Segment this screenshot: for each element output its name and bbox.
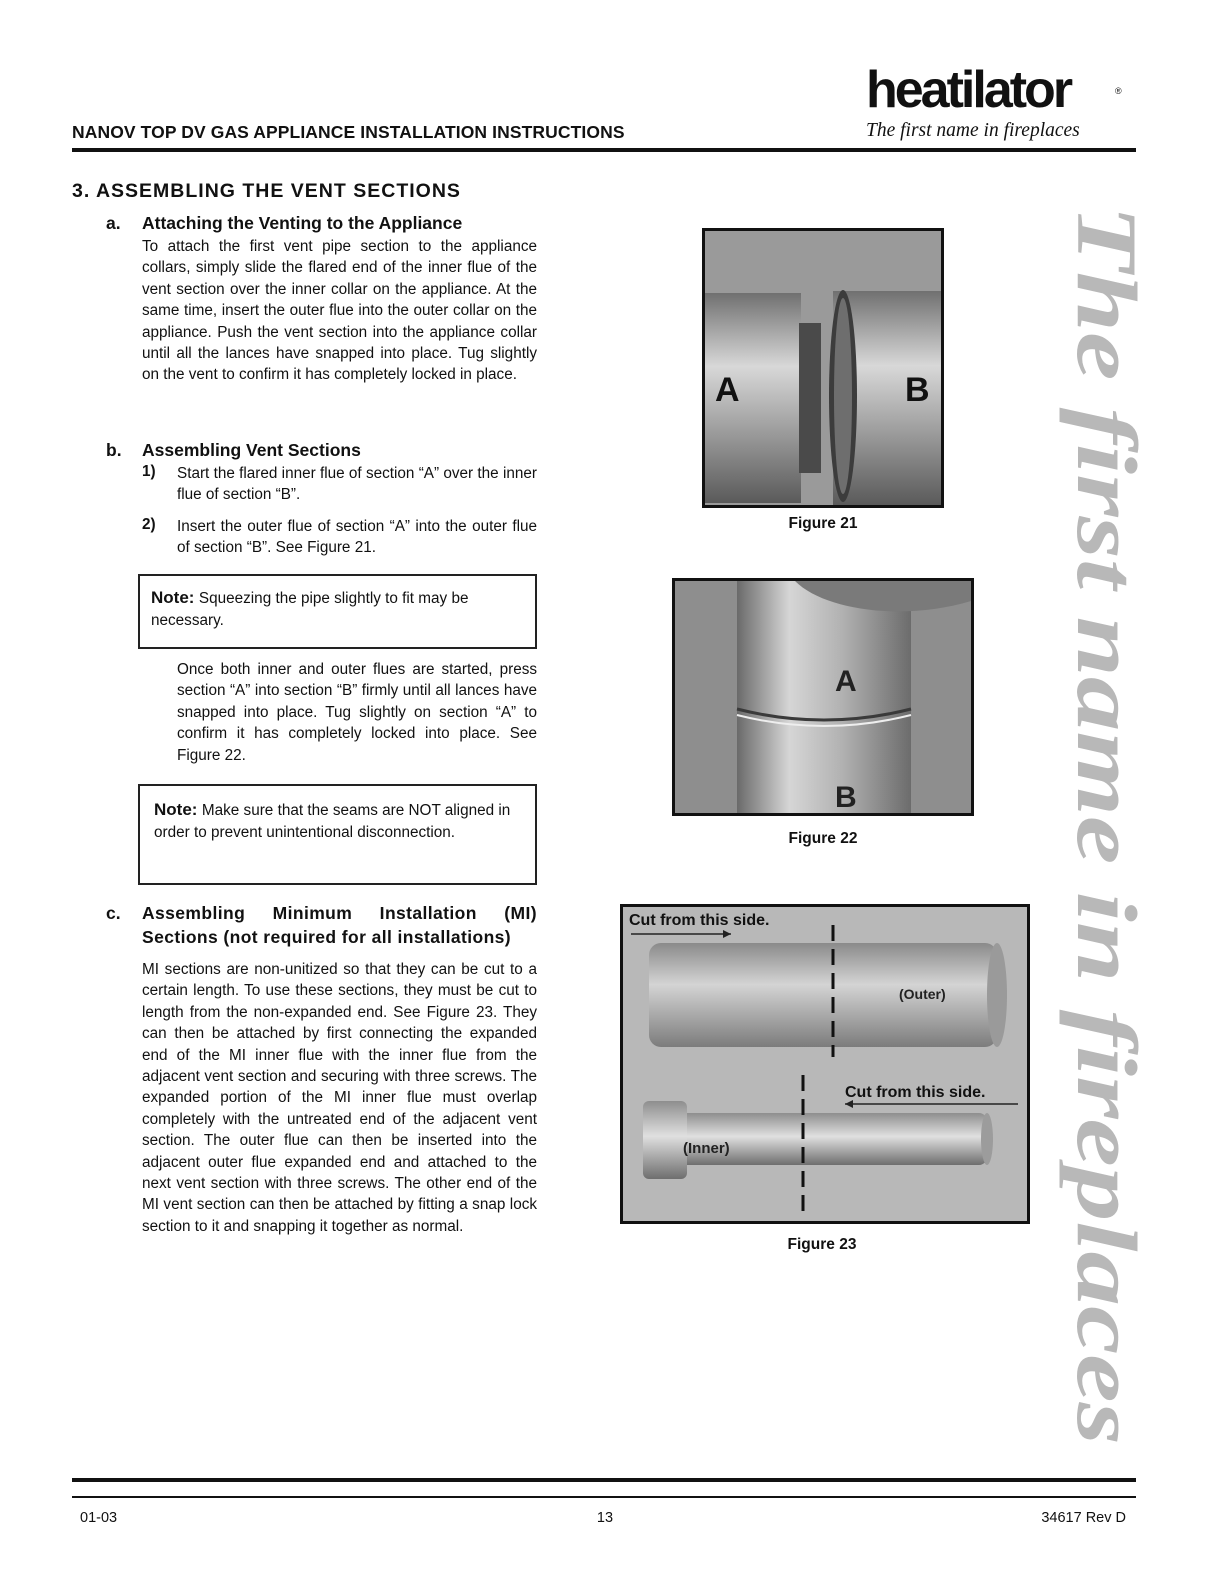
subsection-b-mark: b. — [106, 440, 122, 460]
heatilator-logo — [866, 61, 1126, 146]
footer-page-number: 13 — [596, 1510, 614, 1526]
figure-23-inner-label: (Inner) — [683, 1140, 730, 1157]
figure-22-label-b: B — [835, 781, 857, 814]
note-text: Squeezing the pipe slightly to fit may be necessary. — [151, 590, 469, 629]
subsection-c-title: Assembling Minimum Installation (MI) Sections (not required for all installations) — [142, 903, 537, 947]
note-box-seams — [138, 784, 537, 885]
header-rule — [72, 148, 1136, 152]
footer-date: 01-03 — [80, 1510, 118, 1526]
figure-22-caption: Figure 22 — [788, 830, 858, 847]
footer-part-number: 34617 Rev D — [1041, 1510, 1126, 1526]
figure-21-image — [702, 228, 944, 508]
figure-21-label-a: A — [715, 371, 740, 409]
logo-tagline: The first name in fireplaces — [866, 120, 1080, 141]
step-1-number: 1) — [142, 463, 156, 480]
subsection-a-body: To attach the first vent pipe section to the appliance collars, simply slide the flared end of the inner flue of the vent section over the inner collar on the appliance. At the same time, insert the outer flue into the outer collar on the appliance. Push the vent section into the appliance collar until all the lances have snapped into place. Tug slightly on the vent to confirm it has completely locked in place. — [142, 238, 537, 384]
subsection-a-mark: a. — [106, 213, 121, 233]
figure-22-image — [672, 578, 974, 816]
figure-21-label-b: B — [905, 371, 930, 409]
section-heading: 3. ASSEMBLING THE VENT SECTIONS — [72, 180, 461, 202]
figure-23-cut-top-label: Cut from this side. — [629, 912, 770, 929]
step-1-text: Start the flared inner flue of section “A” over the inner flue of section “B”. — [177, 465, 537, 504]
figure-23-cut-bottom-label: Cut from this side. — [845, 1084, 986, 1101]
figure-21-caption: Figure 21 — [788, 515, 858, 532]
note-label: Note: — [154, 800, 198, 819]
figure-22-label-a: A — [835, 665, 857, 698]
subsection-b-title: Assembling Vent Sections — [142, 440, 361, 460]
subsection-a-title: Attaching the Venting to the Appliance — [142, 213, 463, 233]
registered-mark: ® — [1115, 86, 1122, 96]
subsection-c-mark: c. — [106, 903, 121, 923]
document-title: NANOV TOP DV GAS APPLIANCE INSTALLATION INSTRUCTIONS — [72, 122, 625, 142]
note-box-squeeze — [138, 574, 537, 649]
subsection-c-body: MI sections are non-unitized so that they can be cut to a certain length. To use these sections, they must be cut to length from the non-expanded end. See Figure 23. They can then be attached by first connecting the expanded end of the MI inner flue with the inner flue from the adjacent vent section and securing with three screws. The expanded portion of the MI inner flue must overlap completely with the untreated end of the adjacent vent section. The outer flue can then be inserted into the adjacent outer flue expanded end and attached to the next vent section with three screws. The other end of the MI vent section can then be attached by fitting a snap lock section to it and snapping it together as normal. — [142, 961, 537, 1235]
after-note-paragraph: Once both inner and outer flues are started, press section “A” into section “B” firmly until all lances have snapped into place. Tug slightly on section “A” to confirm it has completely locked into place. See Figure 22. — [177, 661, 537, 764]
footer-rule-thick — [72, 1478, 1136, 1482]
side-brand-watermark — [1059, 200, 1155, 1450]
logo-wordmark: heatilator — [866, 61, 1071, 119]
figure-23-outer-label: (Outer) — [899, 986, 946, 1002]
figure-23-image — [620, 904, 1030, 1224]
step-2-number: 2) — [142, 516, 156, 533]
side-brand-text: The first name in fireplaces — [1059, 205, 1155, 1185]
note-label: Note: — [151, 588, 195, 607]
note-text: Make sure that the seams are NOT aligned in order to prevent unintentional disconnection. — [154, 802, 511, 841]
footer-rule-thin — [72, 1496, 1136, 1498]
figure-23-caption: Figure 23 — [787, 1236, 857, 1253]
step-2-text: Insert the outer flue of section “A” into the outer flue of section “B”. See Figure 21. — [177, 518, 537, 557]
